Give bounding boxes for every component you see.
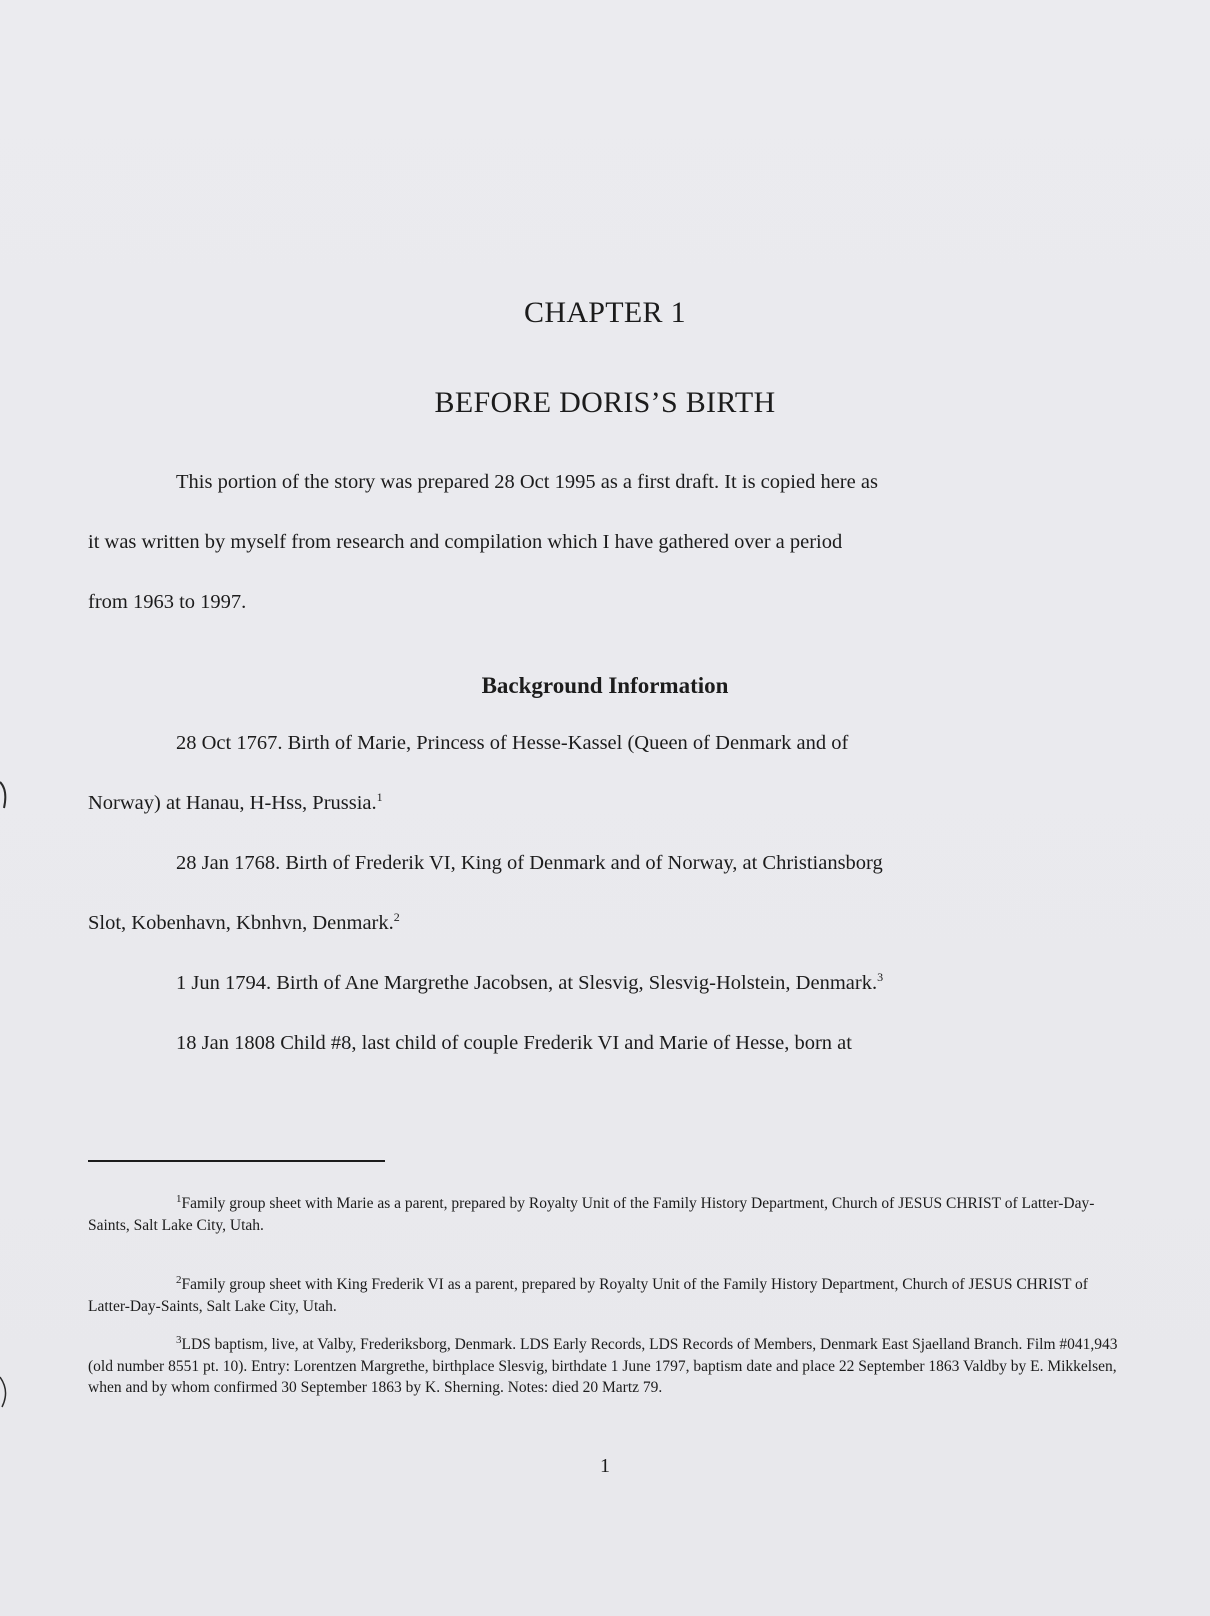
footnote-2 bbox=[88, 1274, 1118, 1317]
footnote-2-text: Family group sheet with King Frederik VI as a parent, prepared by Royalty Unit of the Family History Department, Church of JESUS CHRIST of Latter-Day-Saints, Salt Lake City, Utah. bbox=[88, 1276, 1088, 1315]
chapter-title: BEFORE DORIS’S BIRTH bbox=[434, 386, 776, 419]
entry-3-text: 1 Jun 1794. Birth of Ane Margrethe Jacobsen, at Slesvig, Slesvig-Holstein, Denmark. bbox=[176, 972, 878, 994]
footnote-3 bbox=[88, 1334, 1118, 1399]
page-number: 1 bbox=[600, 1455, 610, 1477]
entry-2-line-2 bbox=[88, 912, 400, 935]
intro-line-2: it was written by myself from research and compilation which I have gathered over a period bbox=[88, 531, 843, 553]
entry-2-line-1: 28 Jan 1768. Birth of Frederik VI, King of Denmark and of Norway, at Christiansborg bbox=[176, 852, 883, 874]
entry-1-line-2 bbox=[88, 792, 383, 815]
intro-line-1: This portion of the story was prepared 28 Oct 1995 as a first draft. It is copied here as bbox=[176, 471, 878, 493]
entry-1-line-1: 28 Oct 1767. Birth of Marie, Princess of Hesse-Kassel (Queen of Denmark and of bbox=[176, 732, 849, 754]
entry-3-line-1 bbox=[176, 972, 883, 995]
footnote-separator bbox=[88, 1160, 385, 1162]
footnote-ref-2: 2 bbox=[393, 910, 400, 925]
section-heading: Background Information bbox=[481, 673, 729, 698]
entry-4-line-1: 18 Jan 1808 Child #8, last child of couple Frederik VI and Marie of Hesse, born at bbox=[176, 1032, 852, 1054]
footnote-ref-1: 1 bbox=[376, 790, 383, 805]
footnote-3-marker: 3 bbox=[176, 1333, 182, 1346]
scan-edge-mark-bottom bbox=[0, 1375, 14, 1409]
footnote-ref-3: 3 bbox=[877, 970, 884, 985]
footnote-1-marker: 1 bbox=[176, 1192, 182, 1205]
scan-edge-mark-top bbox=[0, 780, 12, 810]
footnote-1 bbox=[88, 1193, 1118, 1236]
footnote-2-marker: 2 bbox=[176, 1273, 182, 1286]
chapter-number: CHAPTER 1 bbox=[524, 296, 686, 329]
entry-1-text: Norway) at Hanau, H-Hss, Prussia. bbox=[88, 792, 377, 814]
footnote-3-text: LDS baptism, live, at Valby, Frederiksborg, Denmark. LDS Early Records, LDS Records of Members, Denmark East Sjaelland Branch. Film #041,943 (old number 8551 pt. 10). Entry: Lorentzen Margrethe, birthplace Slesvig, birthdate 1 June 1797, baptism date and place 22 September 1863 Valdby by E. Mikkelsen, when and by whom confirmed 30 September 1863 by K. Sherning. Notes: died 20 Martz 79. bbox=[88, 1336, 1118, 1396]
footnote-1-text: Family group sheet with Marie as a parent, prepared by Royalty Unit of the Family History Department, Church of JESUS CHRIST of Latter-Day-Saints, Salt Lake City, Utah. bbox=[88, 1195, 1095, 1234]
intro-line-3: from 1963 to 1997. bbox=[88, 591, 247, 613]
entry-2-text: Slot, Kobenhavn, Kbnhvn, Denmark. bbox=[88, 912, 394, 934]
